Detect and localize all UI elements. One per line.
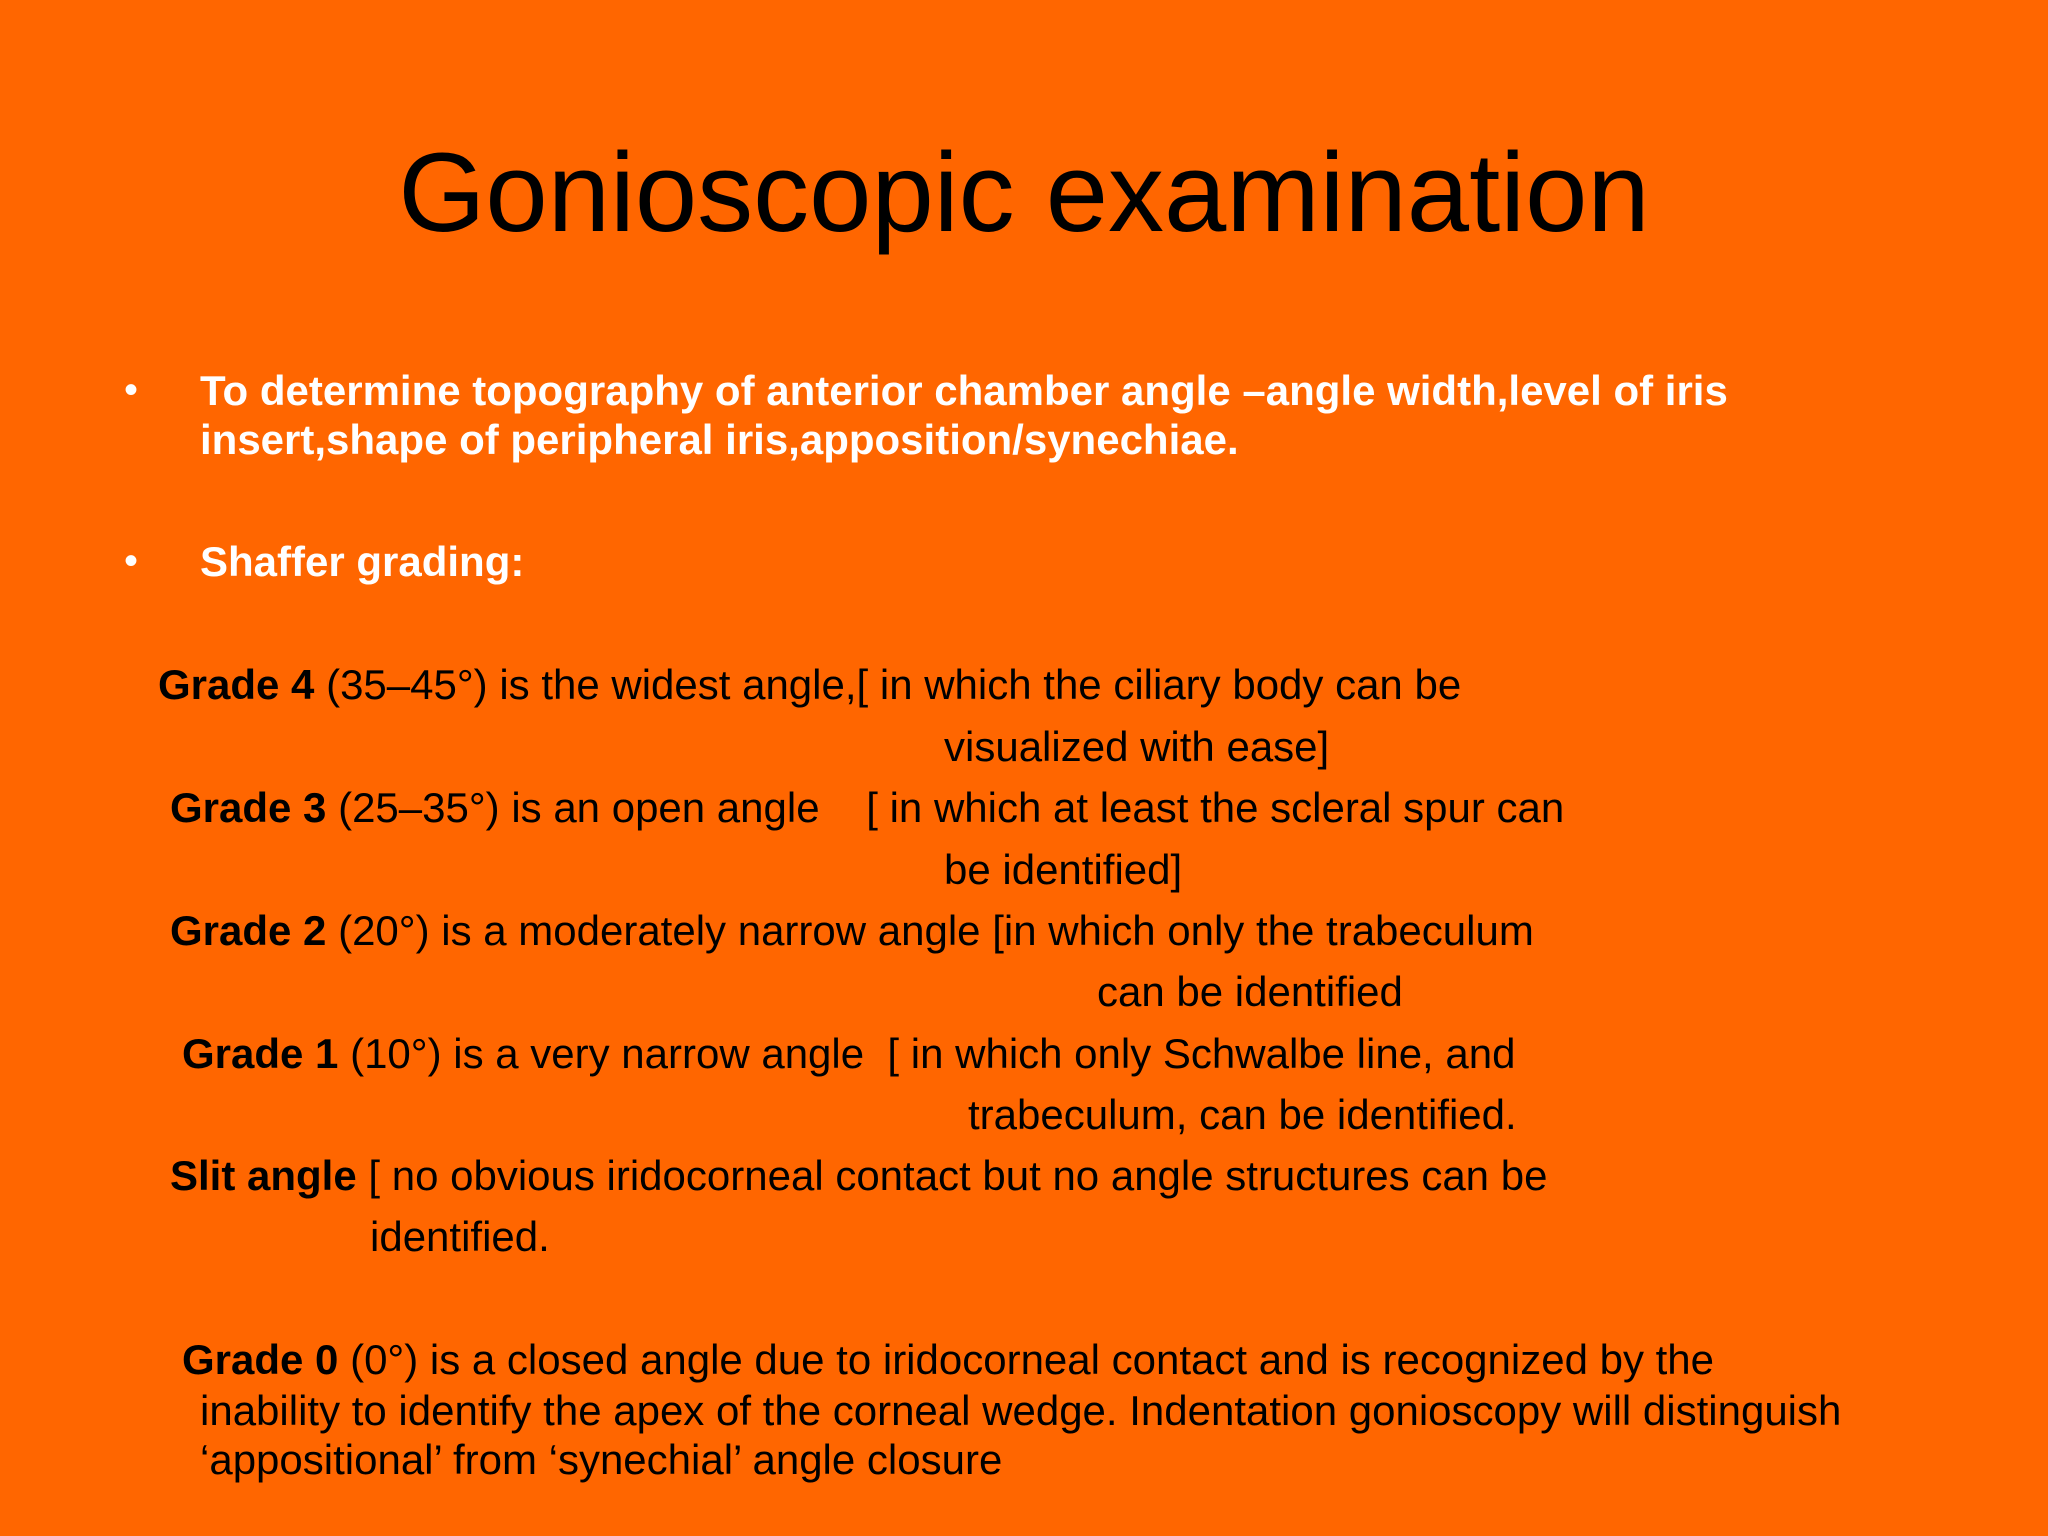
grade-2-desc: (20°) is a moderately narrow angle [in which only the trabeculum	[326, 907, 1534, 954]
grade-1-continuation: trabeculum, can be identified.	[968, 1091, 1517, 1138]
slide-title: Gonioscopic examination	[398, 130, 1650, 255]
bullet-shaffer-grading: Shaffer grading:	[200, 538, 525, 585]
grade-4-label: Grade 4	[158, 661, 315, 708]
grade-0-continuation: inability to identify the apex of the corneal wedge. Indentation gonioscopy will distinguish ‘appositional’ from ‘synechial’ angle closure	[200, 1387, 1842, 1483]
grade-3-label: Grade 3	[170, 784, 327, 831]
grade-0-label: Grade 0	[182, 1336, 339, 1383]
bullet-dot-icon: •	[124, 539, 139, 583]
grade-1-line	[182, 1029, 1515, 1079]
bullet-dot-icon: •	[124, 368, 139, 412]
slit-angle-label: Slit angle	[170, 1152, 357, 1199]
grade-4-continuation: visualized with ease]	[944, 723, 1330, 770]
grade-4-line	[158, 660, 1461, 710]
slit-angle-line	[170, 1151, 1547, 1201]
grade-3-continuation: be identified]	[944, 846, 1183, 893]
grade-2-line	[170, 906, 1534, 956]
slit-angle-continuation: identified.	[370, 1213, 550, 1260]
grade-0-line	[182, 1335, 1714, 1385]
bullet-purpose: To determine topography of anterior chamber angle –angle width,level of iris insert,shape of peripheral iris,apposition/synechiae.	[200, 367, 1728, 463]
grade-0-desc: (0°) is a closed angle due to iridocorneal contact and is recognized by the	[338, 1336, 1715, 1383]
grade-1-label: Grade 1	[182, 1030, 339, 1077]
grade-2-continuation: can be identified	[1097, 968, 1403, 1015]
grade-1-desc: (10°) is a very narrow angle [ in which only Schwalbe line, and	[338, 1030, 1516, 1077]
grade-3-line	[170, 783, 1564, 833]
slit-angle-desc: [ no obvious iridocorneal contact but no angle structures can be	[356, 1152, 1548, 1199]
grade-3-desc: (25–35°) is an open angle [ in which at least the scleral spur can	[326, 784, 1565, 831]
grade-4-desc: (35–45°) is the widest angle,[ in which the ciliary body can be	[314, 661, 1462, 708]
grade-2-label: Grade 2	[170, 907, 327, 954]
